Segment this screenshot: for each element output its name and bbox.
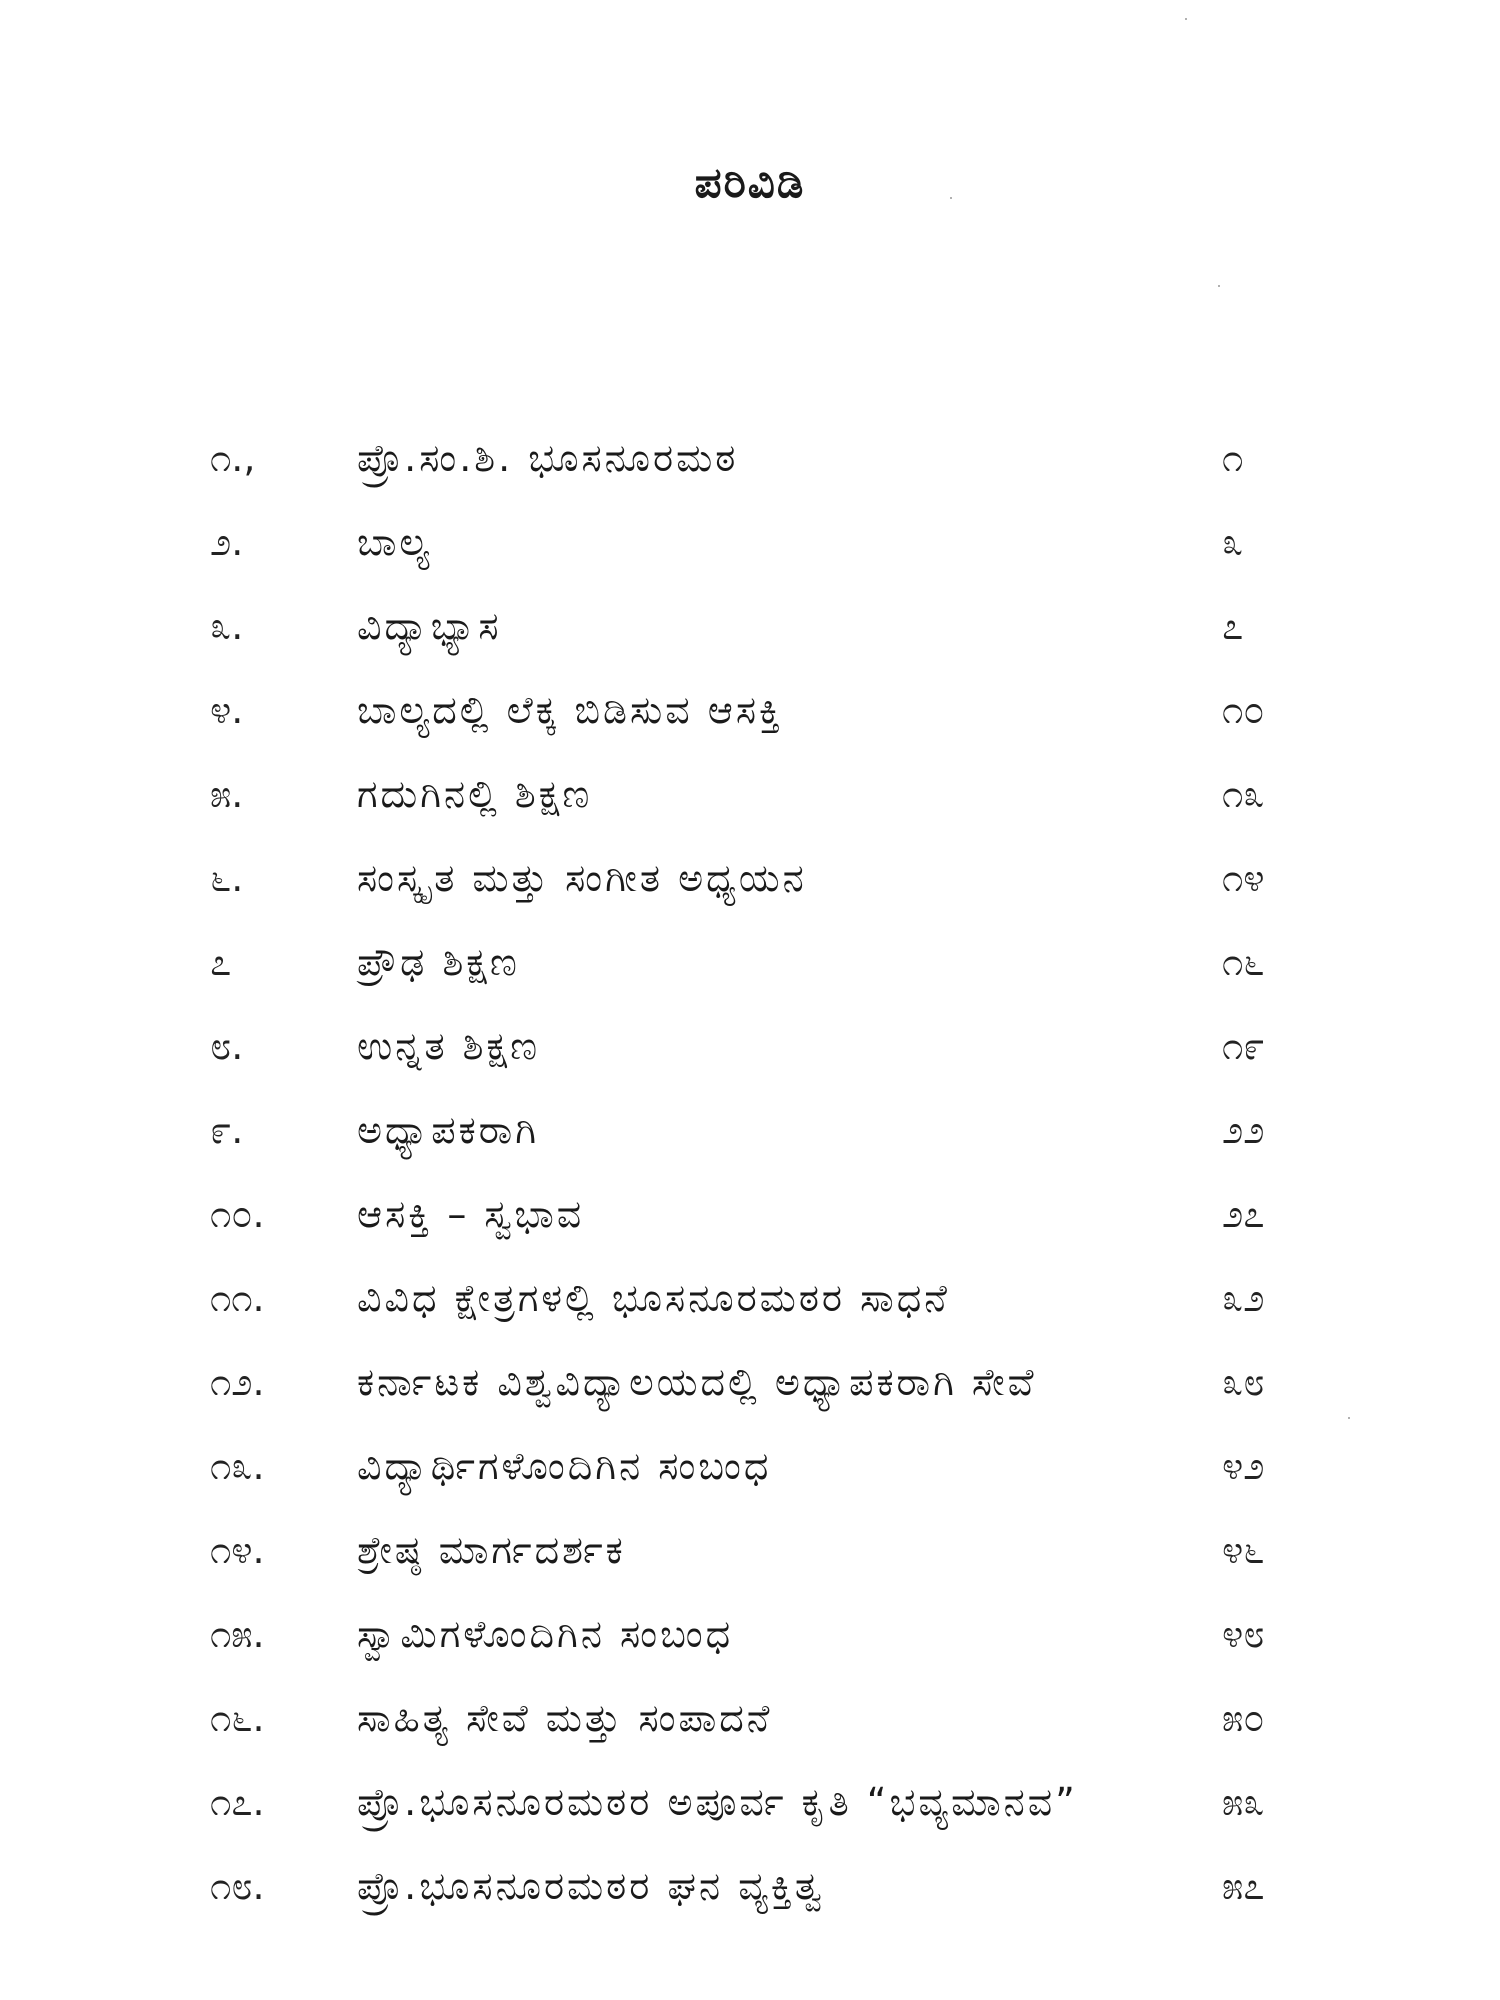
toc-entry-page-number: ೫೩ [1222, 1780, 1265, 1824]
toc-entry [0, 766, 1500, 850]
toc-entry [0, 1858, 1500, 1942]
toc-entry [0, 1018, 1500, 1102]
toc-entry-page-number: ೩೨ [1222, 1276, 1265, 1320]
toc-entry [0, 682, 1500, 766]
toc-entry-title: ವಿದ್ಯಾರ್ಥಿಗಳೊಂದಿಗಿನ ಸಂಬಂಧ [357, 1444, 772, 1488]
toc-entry-title: ಪ್ರೌಢ ಶಿಕ್ಷಣ [357, 940, 520, 984]
toc-entry-page-number: ೧ [1222, 436, 1244, 480]
toc-entry-number: ೬. [210, 856, 244, 900]
toc-entry-title: ಸಾಹಿತ್ಯ ಸೇವೆ ಮತ್ತು ಸಂಪಾದನೆ [357, 1696, 773, 1740]
toc-entry-number: ೧೫. [210, 1612, 265, 1656]
scan-speck [950, 197, 952, 199]
toc-entry-number: ೧., [210, 436, 256, 480]
toc-entry-title: ವಿವಿಧ ಕ್ಷೇತ್ರಗಳಲ್ಲಿ ಭೂಸನೂರಮಠರ ಸಾಧನೆ [357, 1276, 950, 1320]
toc-entry-number: ೪. [210, 688, 244, 732]
toc-entry-page-number: ೩೮ [1222, 1360, 1265, 1404]
toc-entry-title: ಗದುಗಿನಲ್ಲಿ ಶಿಕ್ಷಣ [357, 772, 593, 816]
toc-entry [0, 850, 1500, 934]
toc-entry-number: ೧೩. [210, 1444, 265, 1488]
toc-entry [0, 1438, 1500, 1522]
toc-entry-page-number: ೪೬ [1222, 1528, 1265, 1572]
toc-entry-number: ೨. [210, 520, 244, 564]
toc-entry [0, 1354, 1500, 1438]
toc-entry-page-number: ೭ [1222, 604, 1244, 648]
toc-entry-title: ಶ್ರೇಷ್ಠ ಮಾರ್ಗದರ್ಶಕ [357, 1528, 626, 1572]
toc-entry-title: ಪ್ರೊ.ಭೂಸನೂರಮಠರ ಅಪೂರ್ವ ಕೃತಿ “ಭವ್ಯಮಾನವ” [357, 1780, 1078, 1824]
toc-entry-number: ೮. [210, 1024, 244, 1068]
toc-entry-title: ಸಂಸ್ಕೃತ ಮತ್ತು ಸಂಗೀತ ಅಧ್ಯಯನ [357, 856, 807, 900]
toc-entry-page-number: ೧೩ [1222, 772, 1265, 816]
toc-entry-title: ಬಾಲ್ಯ [357, 520, 433, 564]
toc-entry-page-number: ೩ [1222, 520, 1244, 564]
scan-speck [1218, 285, 1220, 287]
toc-entry-number: ೯. [210, 1108, 244, 1152]
toc-entry-title: ಉನ್ನತ ಶಿಕ್ಷಣ [357, 1024, 541, 1068]
toc-entry-number: ೧೪. [210, 1528, 265, 1572]
toc-entry [0, 514, 1500, 598]
toc-entry-title: ಆಸಕ್ತಿ – ಸ್ವಭಾವ [357, 1192, 585, 1236]
toc-entry-title: ಪ್ರೊ.ಸಂ.ಶಿ. ಭೂಸನೂರಮಠ [357, 436, 739, 480]
toc-entry [0, 934, 1500, 1018]
toc-entry-title: ಸ್ವಾಮಿಗಳೊಂದಿಗಿನ ಸಂಬಂಧ [357, 1612, 734, 1656]
toc-entry-page-number: ೧೦ [1222, 688, 1265, 732]
toc-entry-page-number: ೧೬ [1222, 940, 1265, 984]
toc-entry-title: ಬಾಲ್ಯದಲ್ಲಿ ಲೆಕ್ಕ ಬಿಡಿಸುವ ಆಸಕ್ತಿ [357, 688, 784, 732]
toc-entry-page-number: ೨೨ [1222, 1108, 1265, 1152]
scan-speck [1348, 1417, 1350, 1419]
toc-entry-title: ವಿದ್ಯಾಭ್ಯಾಸ [357, 604, 502, 648]
toc-entry-page-number: ೪೮ [1222, 1612, 1265, 1656]
toc-entry-page-number: ೧೪ [1222, 856, 1265, 900]
toc-entry [0, 1774, 1500, 1858]
table-of-contents [0, 430, 1500, 1942]
toc-entry-title: ಪ್ರೊ.ಭೂಸನೂರಮಠರ ಘನ ವ್ಯಕ್ತಿತ್ವ [357, 1864, 825, 1908]
toc-entry [0, 1102, 1500, 1186]
toc-entry-page-number: ೨೭ [1222, 1192, 1265, 1236]
toc-entry [0, 1270, 1500, 1354]
toc-entry-number: ೧೨. [210, 1360, 265, 1404]
toc-entry-title: ಕರ್ನಾಟಕ ವಿಶ್ವವಿದ್ಯಾಲಯದಲ್ಲಿ ಅಧ್ಯಾಪಕರಾಗಿ ಸೇವೆ [357, 1360, 1037, 1404]
toc-entry-page-number: ೧೯ [1222, 1024, 1265, 1068]
toc-entry-number: ೧೭. [210, 1780, 265, 1824]
toc-entry [0, 1186, 1500, 1270]
toc-entry-page-number: ೫೦ [1222, 1696, 1265, 1740]
toc-entry-number: ೧೦. [210, 1192, 265, 1236]
toc-entry [0, 430, 1500, 514]
toc-entry-number: ೧೮. [210, 1864, 265, 1908]
toc-entry [0, 598, 1500, 682]
toc-entry [0, 1606, 1500, 1690]
toc-entry [0, 1522, 1500, 1606]
toc-entry-number: ೧೧. [210, 1276, 265, 1320]
toc-entry-number: ೭ [210, 940, 232, 984]
toc-entry [0, 1690, 1500, 1774]
toc-entry-number: ೫. [210, 772, 244, 816]
scan-speck [1185, 18, 1187, 20]
toc-entry-number: ೩. [210, 604, 244, 648]
toc-entry-page-number: ೫೭ [1222, 1864, 1265, 1908]
toc-entry-title: ಅಧ್ಯಾಪಕರಾಗಿ [357, 1108, 540, 1152]
toc-entry-number: ೧೬. [210, 1696, 265, 1740]
toc-entry-page-number: ೪೨ [1222, 1444, 1265, 1488]
page-title: ಪರಿವಿಡಿ [694, 158, 806, 207]
